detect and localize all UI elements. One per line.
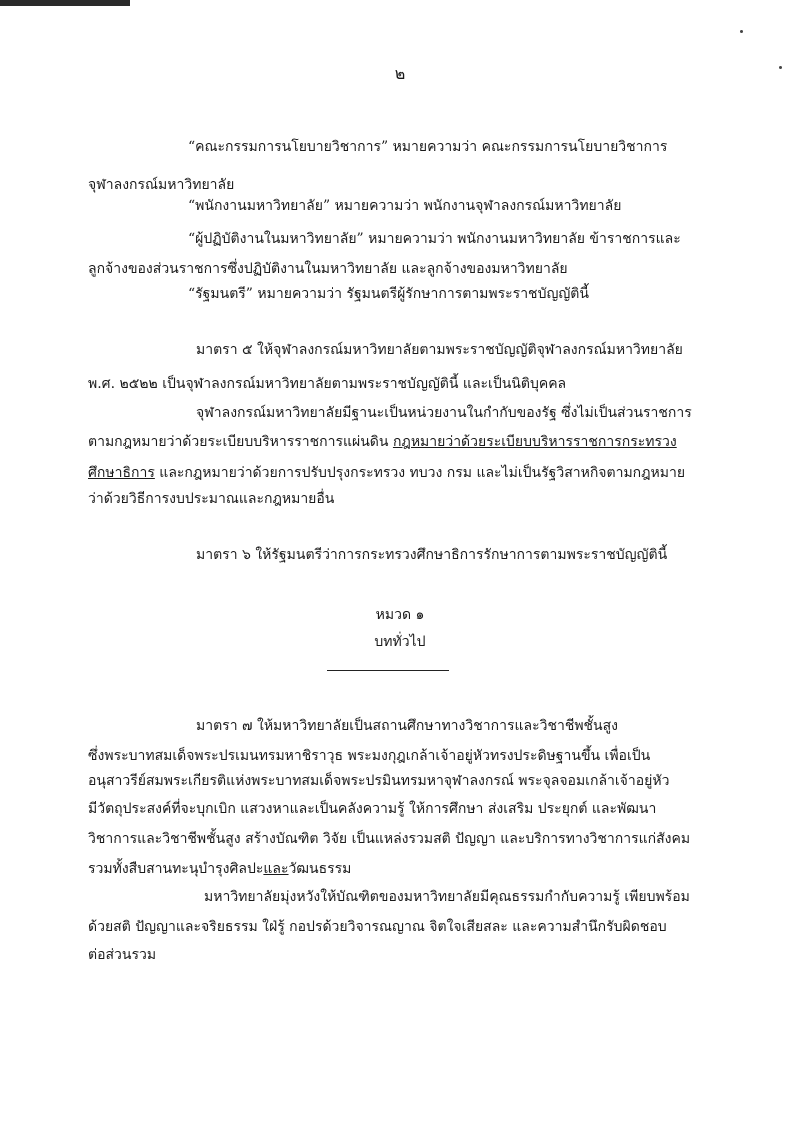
section-7-text: วัฒนธรรม (288, 861, 352, 877)
definition-university-staff: “พนักงานมหาวิทยาลัย” หมายความว่า พนักงานจุฬาลงกรณ์มหาวิทยาลัย (188, 198, 622, 214)
section-5-line: ว่าด้วยวิธีการงบประมาณและกฎหมายอื่น (88, 491, 335, 507)
section-5-line: พ.ศ. ๒๕๒๒ เป็นจุฬาลงกรณ์มหาวิทยาลัยตามพระราชบัญญัตินี้ และเป็นนิติบุคคล (88, 376, 567, 392)
definition-university-workers-cont: ลูกจ้างของส่วนราชการซึ่งปฏิบัติงานในมหาวิทยาลัย และลูกจ้างของมหาวิทยาลัย (88, 261, 568, 277)
section-5-text: และกฎหมายว่าด้วยการปรับปรุงกระทรวง ทบวง กรม และไม่เป็นรัฐวิสาหกิจตามกฎหมาย (154, 465, 686, 481)
section-7-line: อนุสาวรีย์สมพระเกียรติแห่งพระบาทสมเด็จพระปรมินทรมหาจุฬาลงกรณ์ พระจุลจอมเกล้าเจ้าอยู่หัว (88, 773, 670, 789)
section-7-line: ต่อส่วนรวม (88, 947, 157, 963)
section-7-line: มาตรา ๗ ให้มหาวิทยาลัยเป็นสถานศึกษาทางวิชาการและวิชาชีพชั้นสูง (196, 718, 618, 734)
definition-academic-policy-committee: “คณะกรรมการนโยบายวิชาการ” หมายความว่า คณะกรรมการนโยบายวิชาการ (188, 139, 668, 155)
section-6: มาตรา ๖ ให้รัฐมนตรีว่าการกระทรวงศึกษาธิการรักษาการตามพระราชบัญญัตินี้ (196, 547, 668, 563)
section-7-line: ซึ่งพระบาทสมเด็จพระปรเมนทรมหาชิราวุธ พระมงกุฎเกล้าเจ้าอยู่หัวทรงประดิษฐานขึ้น เพื่อเป็น (88, 748, 651, 764)
definition-minister: “รัฐมนตรี” หมายความว่า รัฐมนตรีผู้รักษาการตามพระราชบัญญัตินี้ (188, 286, 589, 302)
chapter-subtitle: บททั่วไป (374, 634, 426, 650)
scan-edge-mark (0, 0, 130, 6)
section-7-text: รวมทั้งสืบสานทะนุบำรุงศิลปะ (88, 861, 264, 877)
section-7-line: วิชาการและวิชาชีพชั้นสูง สร้างบัณฑิต วิจัย เป็นแหล่งรวมสติ ปัญญา และบริการทางวิชาการแก่สังคม (88, 831, 691, 847)
section-7-underlined-text: และ (263, 861, 289, 877)
section-5-line: จุฬาลงกรณ์มหาวิทยาลัยมีฐานะเป็นหน่วยงานในกำกับของรัฐ ซึ่งไม่เป็นส่วนราชการ (196, 405, 692, 421)
section-7-line: มหาวิทยาลัยมุ่งหวังให้บัณฑิตของมหาวิทยาลัยมีคุณธรรมกำกับความรู้ เพียบพร้อม (204, 889, 690, 905)
section-5-line (88, 434, 677, 451)
section-5-line (88, 465, 685, 482)
section-7-line: ด้วยสติ ปัญญาและจริยธรรม ใฝ่รู้ กอปรด้วยวิจารณญาณ จิตใจเสียสละ และความสำนึกรับผิดชอบ (88, 919, 667, 935)
section-5-underlined-text: ศึกษาธิการ (88, 465, 155, 481)
chapter-divider (327, 670, 449, 671)
page-number: ๒ (394, 64, 406, 83)
definition-academic-policy-committee-cont: จุฬาลงกรณ์มหาวิทยาลัย (88, 177, 235, 193)
definition-university-workers: “ผู้ปฏิบัติงานในมหาวิทยาลัย” หมายความว่า พนักงานมหาวิทยาลัย ข้าราชการและ (188, 231, 681, 247)
section-5-underlined-text: กฎหมายว่าด้วยระเบียบบริหารราชการกระทรวง (392, 434, 677, 450)
scan-speck (740, 30, 743, 33)
section-7-line (88, 861, 351, 878)
chapter-title: หมวด ๑ (375, 607, 425, 623)
section-5-line: มาตรา ๕ ให้จุฬาลงกรณ์มหาวิทยาลัยตามพระราชบัญญัติจุฬาลงกรณ์มหาวิทยาลัย (196, 342, 683, 358)
section-5-text: ตามกฎหมายว่าด้วยระเบียบบริหารราชการแผ่นดิน (88, 434, 393, 450)
section-7-line: มีวัตถุประสงค์ที่จะบุกเบิก แสวงหาและเป็นคลังความรู้ ให้การศึกษา ส่งเสริม ประยุกต์ และพัฒนา (88, 801, 657, 817)
